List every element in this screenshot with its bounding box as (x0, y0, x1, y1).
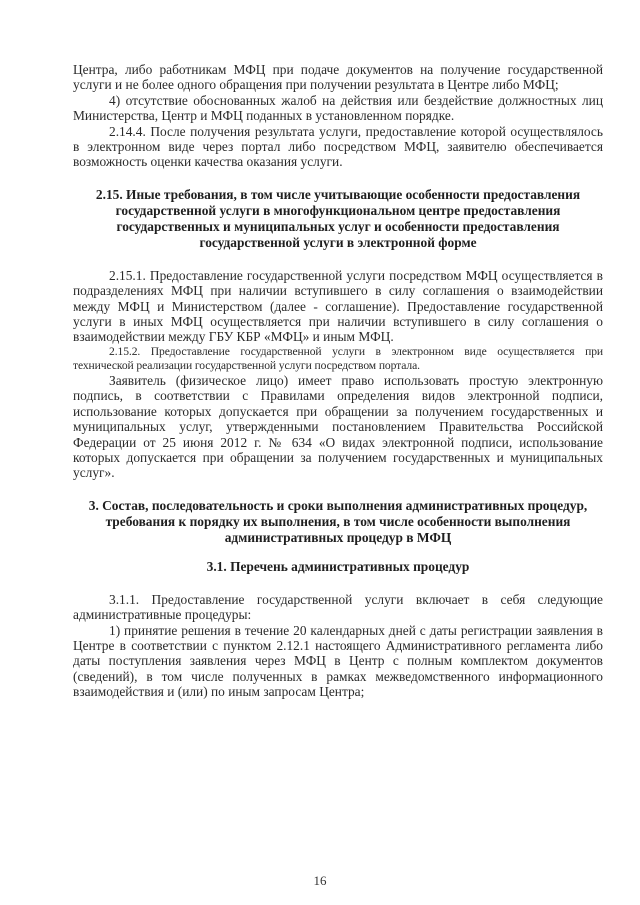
paragraph-2-14-4: 2.14.4. После получения результата услуги, предоставление которой осуществлялось в электронном виде через портал либо посредством МФЦ, заявителю обеспечивается возможность оценки качества оказания услуги. (73, 123, 603, 170)
paragraph-continuation: Центра, либо работникам МФЦ при подаче документов на получение государственной услуги и не более одного обращения при получении результата в Центре либо МФЦ; (73, 62, 603, 93)
paragraph-procedure-1: 1) принятие решения в течение 20 календарных дней с даты регистрации заявления в Центре в соответствии с пунктом 2.12.1 настоящего Административного регламента либо даты поступления заявления через МФЦ в Центр с полным комплектом документов (сведений), в том числе полученных в рамках межведомственного информационного взаимодействия и (или) по иным запросам Центра; (73, 622, 603, 700)
heading-3-1: 3.1. Перечень административных процедур (206, 558, 470, 574)
paragraph-2-15-1: 2.15.1. Предоставление государственной услуги посредством МФЦ осуществляется в подразделениях МФЦ при наличии вступившего в силу соглашения о взаимодействии между МФЦ и Министерством (далее - соглашение). Предоставление государственной услуги в иных МФЦ осуществляется при наличии вступившего в силу соглашения о взаимодействии между ГБУ КБР «МФЦ» и иным МФЦ. (73, 267, 603, 345)
paragraph-2-15-2: 2.15.2. Предоставление государственной услуги в электронном виде осуществляется при технической реализации государственной услуги посредством портала. (73, 344, 603, 372)
paragraph-item-4: 4) отсутствие обоснованных жалоб на действия или бездействие должностных лиц Министерства, Центр и МФЦ поданных в установленном порядке. (73, 92, 603, 124)
heading-section-3: 3. Состав, последовательность и сроки выполнения административных процедур, требования к порядку их выполнения, в том числе особенности выполнения административных процедур в МФЦ (88, 497, 588, 545)
page-number: 16 (313, 873, 327, 888)
document-body (73, 62, 603, 700)
paragraph-3-1-1: 3.1.1. Предоставление государственной услуги включает в себя следующие административные процедуры: (73, 591, 603, 623)
heading-2-15: 2.15. Иные требования, в том числе учитывающие особенности предоставления государственной услуги в многофункциональном центре предоставления государственных и муниципальных услуг и особенности предоставления государственной услуги в электронной форме (95, 186, 581, 250)
paragraph-applicant: Заявитель (физическое лицо) имеет право использовать простую электронную подпись, в соответствии с Правилами определения видов электронной подписи, использование которых допускается при обращении за получением государственных и муниципальных услуг, утвержденными постановлением Правительства Российской Федерации от 25 июня 2012 г. № 634 «О видах электронной подписи, использование которых допускается при обращении за получением государственных и муниципальных услуг». (73, 372, 603, 481)
